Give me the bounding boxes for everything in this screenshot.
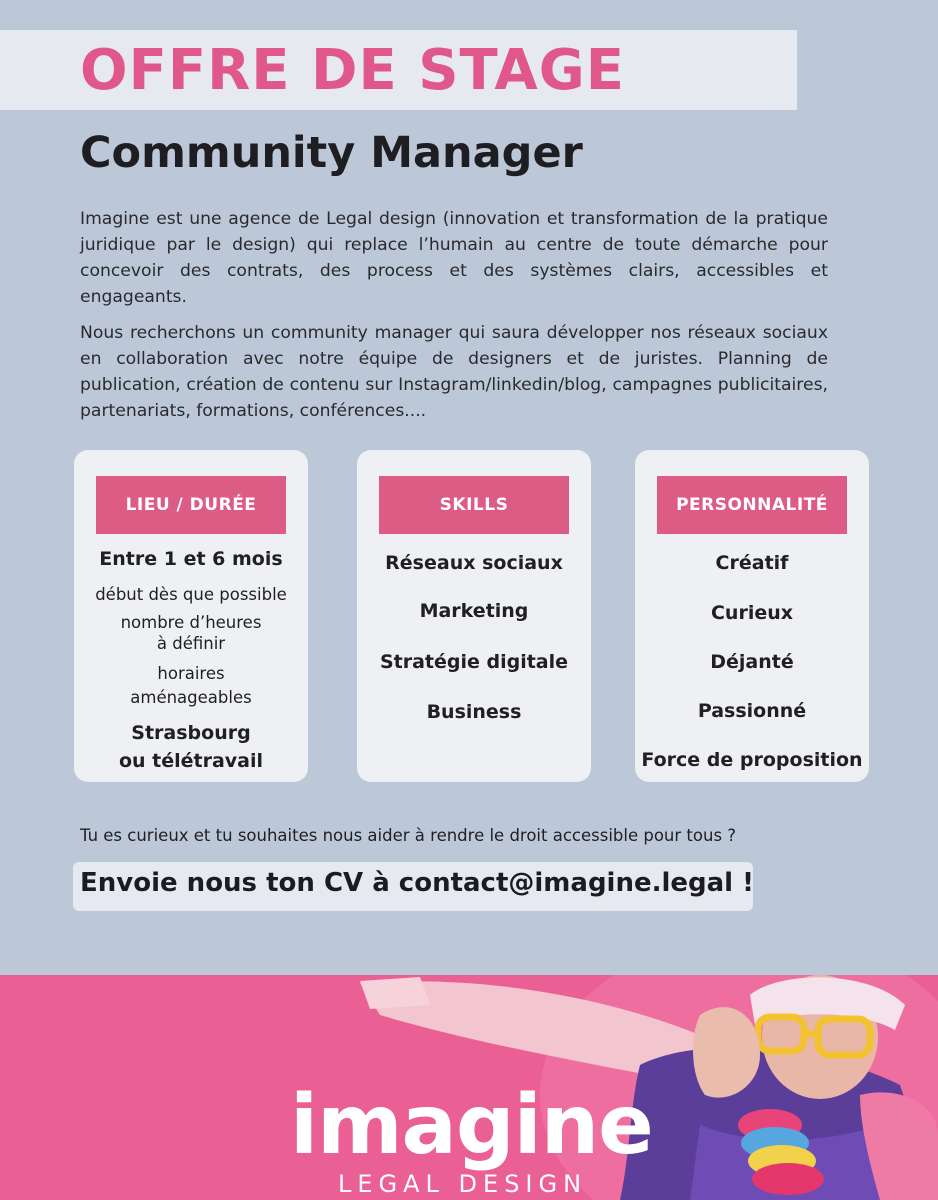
trait-item: Force de proposition: [641, 749, 863, 771]
job-title: Community Manager: [80, 128, 583, 178]
place-text-line1: Strasbourg: [131, 722, 251, 744]
skill-item: Réseaux sociaux: [385, 552, 563, 574]
intro-paragraph-agency: Imagine est une agence de Legal design (innovation et transformation de la pratique juridique par le design) qui replace l’humain au centre de toute démarche pour concevoir des contrats, des process et des systèmes clairs, accessibles et engageants.: [80, 209, 828, 307]
hours-text-line1: nombre d’heures: [120, 613, 262, 632]
card-lieu-duree: [74, 450, 308, 782]
card-skills-heading: SKILLS: [379, 476, 569, 534]
card-lieu-heading: LIEU / DURÉE: [96, 476, 286, 534]
schedule-text-line1: horaires: [157, 664, 225, 683]
skill-item: Stratégie digitale: [379, 651, 569, 673]
skill-item: Marketing: [419, 600, 529, 622]
trait-item: Déjanté: [710, 651, 794, 673]
place-text-line2: ou télétravail: [118, 750, 264, 772]
schedule-text-line2: aménageables: [130, 688, 252, 707]
intro-paragraph-mission: Nous recherchons un community manager qui saura développer nos réseaux sociaux en collaboration avec notre équipe de designers et de juristes. Planning de publication, création de contenu sur Instagram/linkedin/blog, campagnes publicitaires, partenariats, formations, conférences....: [80, 323, 828, 421]
trait-item: Passionné: [697, 700, 807, 722]
trait-item: Créatif: [715, 552, 789, 574]
cta-question: Tu es curieux et tu souhaites nous aider à rendre le droit accessible pour tous ?: [80, 826, 737, 845]
card-personnalite-heading: PERSONNALITÉ: [657, 476, 847, 534]
card-skills: [357, 450, 591, 782]
start-text: début dès que possible: [95, 585, 287, 604]
imagine-logo: imagine: [290, 1078, 653, 1173]
duration-text: Entre 1 et 6 mois: [99, 548, 283, 570]
hours-text-line2: à définir: [156, 634, 226, 653]
trait-item: Curieux: [710, 602, 794, 624]
cta-email-line: Envoie nous ton CV à contact@imagine.legal !: [80, 868, 755, 898]
imagine-logo-subtitle: LEGAL DESIGN: [338, 1170, 588, 1198]
page-title: OFFRE DE STAGE: [80, 38, 625, 103]
skill-item: Business: [426, 701, 522, 723]
card-personnalite: [635, 450, 869, 782]
